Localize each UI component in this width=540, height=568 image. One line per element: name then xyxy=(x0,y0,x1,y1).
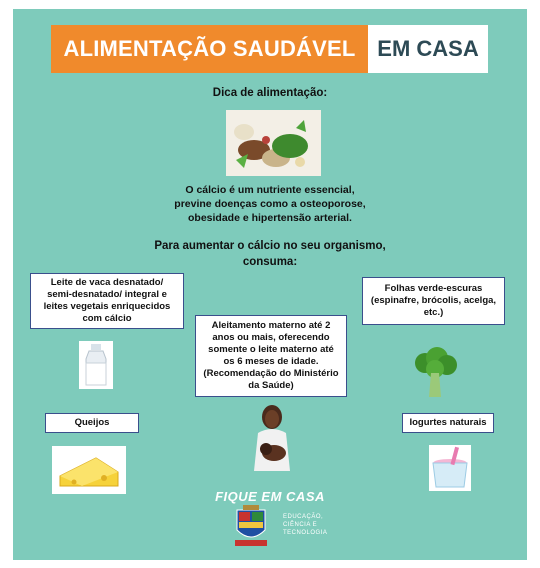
milk-box xyxy=(30,273,184,329)
milk-bottle-icon xyxy=(79,341,113,389)
food-photo-icon xyxy=(226,110,321,176)
bf-line-3: somente o leite materno até xyxy=(208,344,334,356)
greens-box xyxy=(362,277,505,325)
dept-line-1: EDUCAÇÃO, xyxy=(283,514,324,520)
milk-line-1: Leite de vaca desnatado/ xyxy=(50,277,164,289)
cheese-box xyxy=(45,413,139,433)
intro-text xyxy=(13,183,527,226)
broccoli-icon xyxy=(411,347,459,401)
bf-line-5: (Recomendação do Ministério xyxy=(203,367,339,379)
coat-of-arms-icon xyxy=(231,504,271,550)
dept-line-2: CIÊNCIA E xyxy=(283,521,318,528)
greens-line-3: etc.) xyxy=(423,306,444,318)
bf-line-2: anos ou mais, oferecendo xyxy=(212,332,330,344)
mother-breastfeeding-icon xyxy=(250,403,300,473)
subtitle-text: EM CASA xyxy=(377,36,479,61)
call-line-2: consuma: xyxy=(242,255,298,268)
milk-line-2: semi-desnatado/ integral e xyxy=(47,289,167,301)
milk-line-3: leites vegetais enriquecidos xyxy=(43,301,171,312)
bf-line-4: os 6 meses de idade. xyxy=(223,356,319,367)
greens-line-2: (espinafre, brócolis, acelga, xyxy=(370,295,497,307)
bf-line-1: Aleitamento materno até 2 xyxy=(211,320,331,332)
milk-line-4: com cálcio xyxy=(82,312,132,324)
call-text xyxy=(13,239,527,270)
intro-line-3: obesidade e hipertensão arterial. xyxy=(188,212,352,225)
dept-line-3: TECNOLOGIA xyxy=(283,529,328,536)
yogurt-icon xyxy=(429,445,471,491)
greens-line-1: Folhas verde-escuras xyxy=(384,283,483,295)
yogurt-label: Iogurtes naturais xyxy=(409,417,487,429)
yogurt-box xyxy=(402,413,494,433)
intro-line-1: O cálcio é um nutriente essencial, xyxy=(185,184,355,196)
tip-title: Dica de alimentação: xyxy=(212,87,328,99)
title-banner xyxy=(51,25,368,73)
cheese-label: Queijos xyxy=(74,417,110,429)
footer-title: FIQUE EM CASA xyxy=(215,489,325,504)
title-text: ALIMENTAÇÃO SAUDÁVEL xyxy=(63,36,356,61)
subtitle-banner xyxy=(368,25,488,73)
poster xyxy=(13,9,527,560)
call-line-1: Para aumentar o cálcio no seu organismo, xyxy=(154,240,386,252)
breastfeeding-box xyxy=(195,315,347,397)
department-text xyxy=(283,514,327,537)
cheese-icon xyxy=(52,446,126,494)
intro-line-2: previne doenças como a osteoporose, xyxy=(174,198,366,211)
bf-line-6: da Saúde) xyxy=(248,379,294,391)
